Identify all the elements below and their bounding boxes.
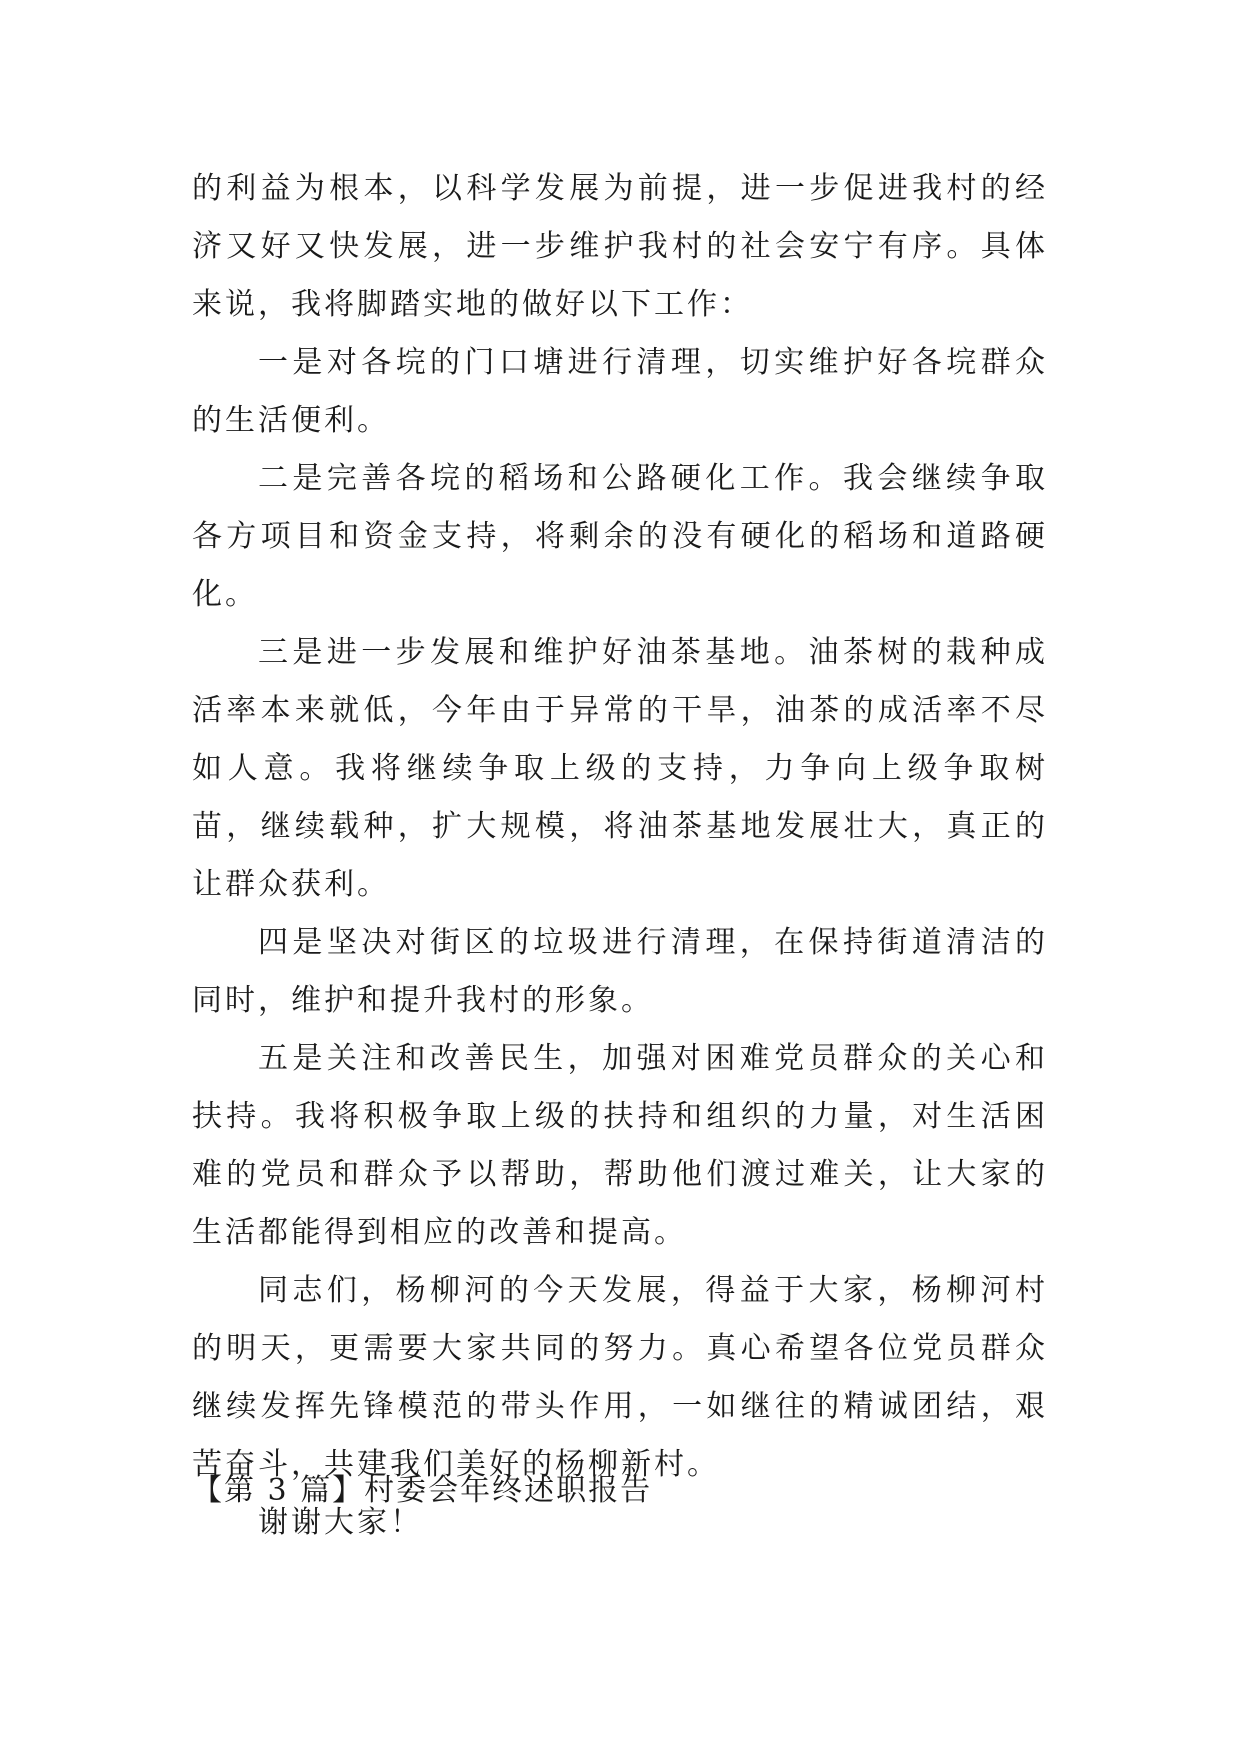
paragraph-item-3: 三是进一步发展和维护好油茶基地。油茶树的栽种成活率本来就低，今年由于异常的干旱，油茶的成活率不尽如人意。我将继续争取上级的支持，力争向上级争取树苗，继续载种，扩大规模，将油茶基地发展壮大，真正的让群众获利。 [192,635,1048,902]
document-body [192,160,1048,1552]
paragraph-item-1: 一是对各垸的门口塘进行清理，切实维护好各垸群众的生活便利。 [192,345,1048,438]
paragraph-continuation: 的利益为根本，以科学发展为前提，进一步促进我村的经济又好又快发展，进一步维护我村的社会安宁有序。具体来说，我将脚踏实地的做好以下工作： [192,171,1048,322]
paragraph-closing: 同志们，杨柳河的今天发展，得益于大家，杨柳河村的明天，更需要大家共同的努力。真心希望各位党员群众继续发挥先锋模范的带头作用，一如继往的精诚团结，艰苦奋斗，共建我们美好的杨柳新村。 [192,1273,1048,1482]
paragraph-item-5: 五是关注和改善民生，加强对困难党员群众的关心和扶持。我将积极争取上级的扶持和组织的力量，对生活困难的党员和群众予以帮助，帮助他们渡过难关，让大家的生活都能得到相应的改善和提高。 [192,1041,1048,1250]
paragraph-item-2: 二是完善各垸的稻场和公路硬化工作。我会继续争取各方项目和资金支持，将剩余的没有硬化的稻场和道路硬化。 [192,461,1048,612]
section-heading: 【第 3 篇】村委会年终述职报告 [192,1473,653,1508]
paragraph-thanks: 谢谢大家！ [258,1505,423,1540]
paragraph-item-4: 四是坚决对街区的垃圾进行清理，在保持街道清洁的同时，维护和提升我村的形象。 [192,925,1048,1018]
